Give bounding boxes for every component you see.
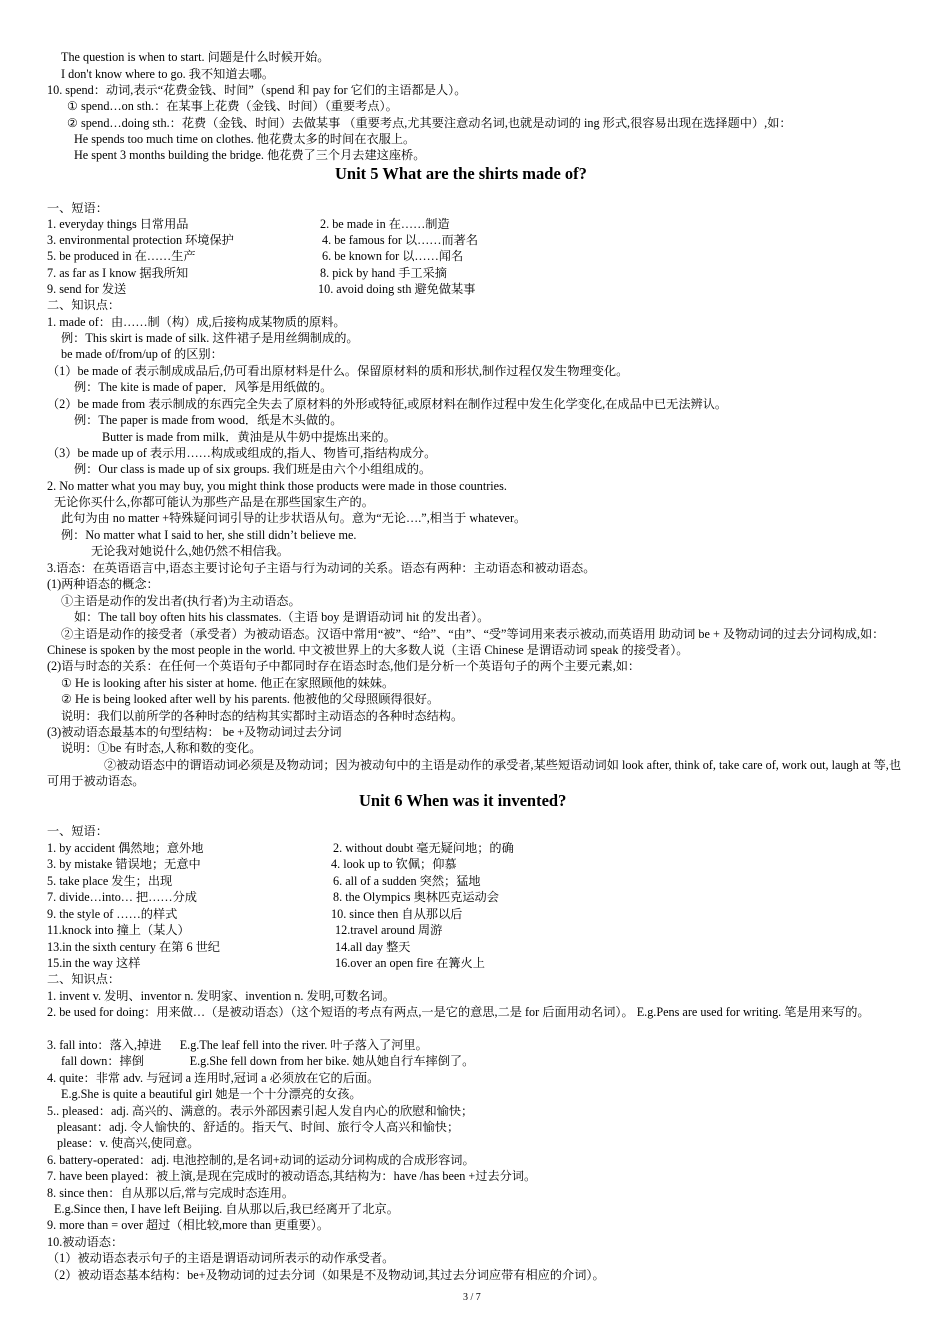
phrase-item: 15.in the way 这样 — [47, 956, 141, 970]
knowledge-point: 9. more than = over 超过（相比较,more than 更重要）。 — [47, 1218, 330, 1232]
knowledge-point: 此句为由 no matter +特殊疑问词引导的让步状语从句。意为“无论….”,相当于 whatever。 — [61, 511, 527, 525]
phrase-item: 7. as far as I know 据我所知 — [47, 266, 189, 280]
knowledge-point: 10.被动语态： — [47, 1235, 124, 1249]
knowledge-point: 5.. pleased：adj. 高兴的、满意的。表示外部因素引起人发自内心的欣慰和愉快； — [47, 1104, 474, 1118]
phrase-item: 8. pick by hand 手工采摘 — [320, 266, 447, 280]
phrase-item: 2. without doubt 毫无疑问地；的确 — [333, 841, 514, 855]
knowledge-point: ②主语是动作的接受者（承受者）为被动语态。汉语中常用“被”、“给”、“由”、“受”等词用来表示被动,而英语用 助动词 be + 及物动词的过去分词构成,如：Chinese is spoken by the most people in the world. 中文被世界上的大多数人说（主语 Chinese 是谓语动词 speak 的接受者）。 — [47, 627, 885, 657]
phrase-item: 10. since then 自从那以后 — [331, 907, 463, 921]
phrase-item: 6. be known for 以……闻名 — [322, 249, 464, 263]
section-heading: 一、短语： — [47, 201, 108, 215]
knowledge-point: 1. invent v. 发明、inventor n. 发明家、invention n. 发明,可数名词。 — [47, 989, 395, 1003]
example-sentence: E.g.Since then, I have left Beijing. 自从那以后,我已经离开了北京。 — [54, 1202, 399, 1216]
knowledge-point: (1)两种语态的概念： — [47, 577, 159, 591]
phrase-item: 1. by accident 偶然地；意外地 — [47, 841, 204, 855]
knowledge-point: ①主语是动作的发出者(执行者)为主动语态。 — [61, 594, 301, 608]
example-sentence: 例：This skirt is made of silk. 这件裙子是用丝绸制成的。 — [61, 331, 359, 345]
example-sentence: The question is when to start. 问题是什么时候开始。 — [61, 50, 330, 64]
knowledge-point: 2. No matter what you may buy, you might think those products were made in those countries. — [47, 479, 507, 493]
phrase-item: 9. the style of ……的样式 — [47, 907, 178, 921]
knowledge-point: (3)被动语态最基本的句型结构： be +及物动词过去分词 — [47, 725, 342, 739]
knowledge-point: 1. made of：由……制（构）成,后接构成某物质的原料。 — [47, 315, 346, 329]
example-sentence: 例：The paper is made from wood．纸是木头做的。 — [74, 413, 343, 427]
knowledge-point: 6. battery-operated：adj. 电池控制的,是名词+动词的运动分词构成的合成形容词。 — [47, 1153, 475, 1167]
phrase-item: 2. be made in 在……制造 — [320, 217, 450, 231]
knowledge-point: （3）be made up of 表示用……构成或组成的,指人、物皆可,指结构成分。 — [47, 446, 437, 460]
page-number: 3 / 7 — [463, 1292, 481, 1303]
example-sentence: ① He is looking after his sister at home. 他正在家照顾他的妹妹。 — [61, 676, 395, 690]
knowledge-point: be made of/from/up of 的区别： — [61, 347, 223, 361]
example-sentence: He spent 3 months building the bridge. 他花费了三个月去建这座桥。 — [74, 148, 426, 162]
phrase-item: 3. by mistake 错误地；无意中 — [47, 857, 201, 871]
knowledge-point: 8. since then：自从那以后,常与完成时态连用。 — [47, 1186, 295, 1200]
knowledge-point: pleasant：adj. 令人愉快的、舒适的。指天气、时间、旅行令人高兴和愉快； — [57, 1120, 460, 1134]
knowledge-point: 说明：我们以前所学的各种时态的结构其实都时主动语态的各种时态结构。 — [61, 709, 464, 723]
phrase-item: 4. be famous for 以……而著名 — [322, 233, 479, 247]
knowledge-point: ① spend…on sth.：在某事上花费（金钱、时间）（重要考点）。 — [67, 99, 398, 113]
knowledge-point: 4. quite：非常 adv. 与冠词 a 连用时,冠词 a 必须放在它的后面。 — [47, 1071, 380, 1085]
phrase-item: 16.over an open fire 在篝火上 — [335, 956, 485, 970]
example-sentence: E.g.She is quite a beautiful girl 她是一个十分漂亮的女孩。 — [61, 1087, 362, 1101]
phrase-item: 5. be produced in 在……生产 — [47, 249, 196, 263]
section-heading: 二、知识点： — [47, 298, 121, 312]
knowledge-point: 3.语态：在英语语言中,语态主要讨论句子主语与行为动词的关系。语态有两种：主动语态和被动语态。 — [47, 561, 596, 575]
knowledge-point: 10. spend：动词,表示“花费金钱、时间”（spend 和 pay for 它们的主语都是人）。 — [47, 83, 467, 97]
example-sentence: 例：The kite is made of paper．风筝是用纸做的。 — [74, 380, 333, 394]
phrase-item: 4. look up to 钦佩；仰慕 — [331, 857, 457, 871]
phrase-item: 11.knock into 撞上（某人） — [47, 923, 190, 937]
example-sentence: 如：The tall boy often hits his classmates.（主语 boy 是谓语动词 hit 的发出者）。 — [74, 610, 490, 624]
knowledge-point: （1）被动语态表示句子的主语是谓语动词所表示的动作承受者。 — [47, 1251, 395, 1265]
example-sentence: He spends too much time on clothes. 他花费太多的时间在衣服上。 — [74, 132, 416, 146]
phrase-item: 10. avoid doing sth 避免做某事 — [318, 282, 476, 296]
knowledge-point: 2. be used for doing：用来做…（是被动语态）（这个短语的考点有两点,一是它的意思,二是 for 后面用动名词）。 E.g.Pens are used for writing. 笔是用来写的。 — [47, 1005, 870, 1019]
phrase-item: 3. environmental protection 环境保护 — [47, 233, 234, 247]
translation: 无论我对她说什么,她仍然不相信我。 — [91, 544, 290, 558]
knowledge-point: 7. have been played：被上演,是现在完成时的被动语态,其结构为：have /has been +过去分词。 — [47, 1169, 537, 1183]
knowledge-point: ②被动语态中的谓语动词必须是及物动词；因为被动句中的主语是动作的承受者,某些短语动词如 look after, think of, take care of, work out, laugh at 等,也可用于被动语态。 — [47, 758, 902, 788]
section-heading: 二、知识点： — [47, 972, 121, 986]
example-sentence: 例：No matter what I said to her, she still didn’t believe me. — [61, 528, 357, 542]
knowledge-point: fall down：摔倒 E.g.She fell down from her bike. 她从她自行车摔倒了。 — [61, 1054, 475, 1068]
knowledge-point: 说明：①be 有时态,人称和数的变化。 — [61, 741, 262, 755]
knowledge-point: （1）be made of 表示制成成品后,仍可看出原材料是什么。保留原材料的质和形状,制作过程仅发生物理变化。 — [47, 364, 629, 378]
knowledge-point: （2）be made from 表示制成的东西完全失去了原材料的外形或特征,或原材料在制作过程中发生化学变化,在成品中已无法辨认。 — [47, 397, 728, 411]
phrase-item: 14.all day 整天 — [335, 940, 411, 954]
phrase-item: 1. everyday things 日常用品 — [47, 217, 189, 231]
knowledge-point: 3. fall into：落入,掉进 E.g.The leaf fell into the river. 叶子落入了河里。 — [47, 1038, 428, 1052]
phrase-item: 13.in the sixth century 在第 6 世纪 — [47, 940, 220, 954]
phrase-item: 6. all of a sudden 突然；猛地 — [333, 874, 481, 888]
phrase-item: 5. take place 发生；出现 — [47, 874, 173, 888]
phrase-item: 7. divide…into… 把……分成 — [47, 890, 197, 904]
section-heading: 一、短语： — [47, 824, 108, 838]
example-sentence: I don't know where to go. 我不知道去哪。 — [61, 67, 275, 81]
unit-title: Unit 6 When was it invented? — [359, 791, 567, 810]
knowledge-point: please：v. 使高兴,使同意。 — [57, 1136, 200, 1150]
translation: 无论你买什么,你都可能认为那些产品是在那些国家生产的。 — [54, 495, 374, 509]
knowledge-point: ② spend…doing sth.：花费（金钱、时间）去做某事 （重要考点,尤其要注意动名词,也就是动词的 ing 形式,很容易出现在选择题中）,如： — [67, 116, 792, 130]
phrase-item: 9. send for 发送 — [47, 282, 127, 296]
phrase-item: 8. the Olympics 奥林匹克运动会 — [333, 890, 499, 904]
knowledge-point: （2）被动语态基本结构：be+及物动词的过去分词（如果是不及物动词,其过去分词应带有相应的介词）。 — [47, 1268, 605, 1282]
example-sentence: ② He is being looked after well by his parents. 他被他的父母照顾得很好。 — [61, 692, 440, 706]
phrase-item: 12.travel around 周游 — [335, 923, 443, 937]
example-sentence: Butter is made from milk．黄油是从牛奶中提炼出来的。 — [102, 430, 396, 444]
knowledge-point: (2)语与时态的关系：在任何一个英语句子中都同时存在语态时态,他们是分析一个英语句子的两个主要元素,如： — [47, 659, 641, 673]
unit-title: Unit 5 What are the shirts made of? — [335, 164, 587, 183]
example-sentence: 例：Our class is made up of six groups. 我们班是由六个小组组成的。 — [74, 462, 432, 476]
